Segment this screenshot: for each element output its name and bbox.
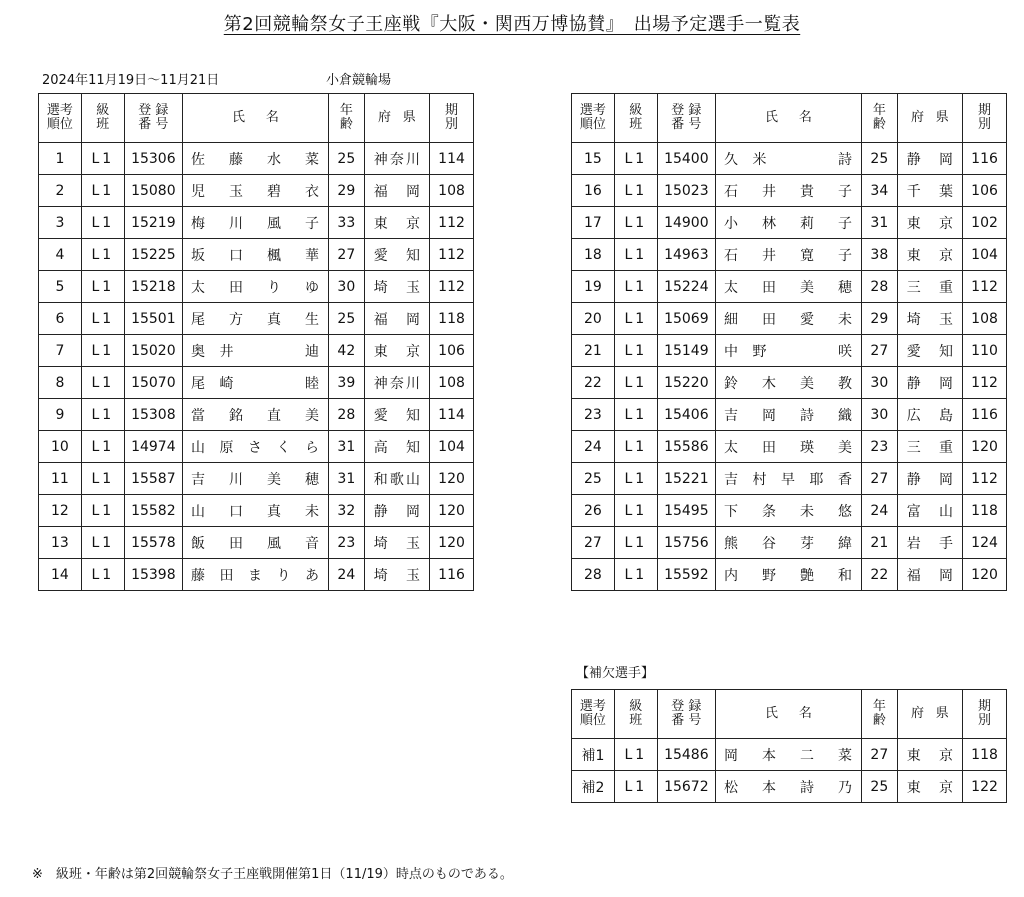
cell-pref: 静岡 xyxy=(897,463,962,495)
table-row xyxy=(572,495,1007,527)
substitutes-label: 【補欠選手】 xyxy=(576,666,655,681)
cell-age: 21 xyxy=(861,527,897,559)
cell-name: 坂口楓華 xyxy=(182,239,328,271)
cell-rank: 1 xyxy=(39,143,82,175)
cell-rank: 補1 xyxy=(572,739,615,771)
event-dates: 2024年11月19日～11月21日 xyxy=(42,73,220,88)
cell-class: L1 xyxy=(614,271,657,303)
cell-term: 116 xyxy=(430,559,474,591)
cell-term: 122 xyxy=(963,771,1007,803)
cell-pref: 愛知 xyxy=(364,239,429,271)
cell-class: L1 xyxy=(614,399,657,431)
cell-rank: 19 xyxy=(572,271,615,303)
table-row xyxy=(572,175,1007,207)
cell-name: 石井貴子 xyxy=(715,175,861,207)
cell-term: 108 xyxy=(430,175,474,207)
header-reg: 登 録 番 号 xyxy=(657,690,715,739)
cell-term: 120 xyxy=(430,527,474,559)
cell-term: 120 xyxy=(963,431,1007,463)
cell-rank: 22 xyxy=(572,367,615,399)
cell-pref: 埼玉 xyxy=(897,303,962,335)
cell-class: L1 xyxy=(614,527,657,559)
cell-name: 内野艶和 xyxy=(715,559,861,591)
cell-pref: 福岡 xyxy=(364,303,429,335)
cell-reg: 15592 xyxy=(657,559,715,591)
cell-age: 27 xyxy=(861,463,897,495)
cell-pref: 三重 xyxy=(897,431,962,463)
cell-class: L1 xyxy=(614,175,657,207)
table-row xyxy=(39,303,474,335)
cell-reg: 15220 xyxy=(657,367,715,399)
cell-age: 32 xyxy=(328,495,364,527)
cell-term: 120 xyxy=(430,463,474,495)
cell-rank: 15 xyxy=(572,143,615,175)
header-reg: 登 録 番 号 xyxy=(124,94,182,143)
cell-term: 108 xyxy=(963,303,1007,335)
table-row xyxy=(39,143,474,175)
cell-reg: 15756 xyxy=(657,527,715,559)
header-row xyxy=(572,690,1007,739)
header-pref: 府県 xyxy=(897,690,962,739)
table-row xyxy=(572,207,1007,239)
cell-term: 102 xyxy=(963,207,1007,239)
cell-name: 山口真未 xyxy=(182,495,328,527)
cell-reg: 15495 xyxy=(657,495,715,527)
cell-pref: 東京 xyxy=(897,207,962,239)
table-row xyxy=(572,399,1007,431)
cell-age: 29 xyxy=(861,303,897,335)
table-row xyxy=(572,143,1007,175)
cell-reg: 15400 xyxy=(657,143,715,175)
table-row xyxy=(572,739,1007,771)
cell-age: 27 xyxy=(861,335,897,367)
cell-rank: 5 xyxy=(39,271,82,303)
cell-class: L1 xyxy=(614,495,657,527)
cell-pref: 岩手 xyxy=(897,527,962,559)
cell-reg: 15486 xyxy=(657,739,715,771)
cell-term: 118 xyxy=(963,739,1007,771)
cell-class: L1 xyxy=(614,367,657,399)
cell-age: 28 xyxy=(328,399,364,431)
cell-age: 31 xyxy=(861,207,897,239)
cell-class: L1 xyxy=(81,175,124,207)
cell-age: 23 xyxy=(328,527,364,559)
cell-rank: 9 xyxy=(39,399,82,431)
cell-name: 奥井 迪 xyxy=(182,335,328,367)
cell-age: 30 xyxy=(861,399,897,431)
cell-class: L1 xyxy=(81,303,124,335)
cell-class: L1 xyxy=(81,207,124,239)
cell-pref: 東京 xyxy=(897,239,962,271)
cell-term: 120 xyxy=(430,495,474,527)
header-name: 氏名 xyxy=(715,94,861,143)
cell-name: 小林莉子 xyxy=(715,207,861,239)
cell-name: 児玉碧衣 xyxy=(182,175,328,207)
header-row xyxy=(39,94,474,143)
cell-age: 25 xyxy=(861,771,897,803)
cell-term: 116 xyxy=(963,143,1007,175)
cell-name: 佐藤水菜 xyxy=(182,143,328,175)
cell-term: 118 xyxy=(430,303,474,335)
title-text: 第2回競輪祭女子王座戦『大阪・関西万博協賛』 出場予定選手一覧表 xyxy=(223,14,801,35)
header-rank: 選考 順位 xyxy=(572,690,615,739)
cell-name: 太田瑛美 xyxy=(715,431,861,463)
table-row xyxy=(572,239,1007,271)
cell-class: L1 xyxy=(614,335,657,367)
cell-class: L1 xyxy=(81,463,124,495)
cell-name: 岡本二菜 xyxy=(715,739,861,771)
cell-class: L1 xyxy=(81,559,124,591)
cell-pref: 福岡 xyxy=(364,175,429,207)
table-row xyxy=(39,335,474,367)
event-venue: 小倉競輪場 xyxy=(326,73,392,88)
cell-reg: 15587 xyxy=(124,463,182,495)
cell-class: L1 xyxy=(81,143,124,175)
cell-pref: 愛知 xyxy=(364,399,429,431)
cell-pref: 埼玉 xyxy=(364,559,429,591)
cell-name: 藤田まりあ xyxy=(182,559,328,591)
cell-rank: 補2 xyxy=(572,771,615,803)
cell-name: 尾方真生 xyxy=(182,303,328,335)
cell-term: 116 xyxy=(963,399,1007,431)
table-row xyxy=(572,771,1007,803)
page-title xyxy=(0,10,1024,36)
header-rank: 選考 順位 xyxy=(39,94,82,143)
cell-term: 112 xyxy=(430,207,474,239)
header-age: 年 齢 xyxy=(861,690,897,739)
cell-reg: 15070 xyxy=(124,367,182,399)
cell-age: 38 xyxy=(861,239,897,271)
table-row xyxy=(39,367,474,399)
cell-age: 22 xyxy=(861,559,897,591)
table-row xyxy=(39,527,474,559)
cell-reg: 15672 xyxy=(657,771,715,803)
cell-reg: 15406 xyxy=(657,399,715,431)
cell-class: L1 xyxy=(614,143,657,175)
cell-pref: 埼玉 xyxy=(364,527,429,559)
cell-name: 松本詩乃 xyxy=(715,771,861,803)
cell-age: 31 xyxy=(328,463,364,495)
cell-age: 25 xyxy=(328,303,364,335)
cell-reg: 14900 xyxy=(657,207,715,239)
table-row xyxy=(572,271,1007,303)
cell-reg: 15224 xyxy=(657,271,715,303)
cell-rank: 2 xyxy=(39,175,82,207)
cell-term: 112 xyxy=(963,271,1007,303)
cell-name: 熊谷芽緯 xyxy=(715,527,861,559)
cell-pref: 富山 xyxy=(897,495,962,527)
cell-name: 吉岡詩織 xyxy=(715,399,861,431)
header-term: 期 別 xyxy=(963,690,1007,739)
cell-name: 太田美穂 xyxy=(715,271,861,303)
cell-rank: 4 xyxy=(39,239,82,271)
cell-rank: 11 xyxy=(39,463,82,495)
cell-rank: 27 xyxy=(572,527,615,559)
cell-age: 30 xyxy=(328,271,364,303)
cell-rank: 6 xyxy=(39,303,82,335)
cell-class: L1 xyxy=(81,271,124,303)
cell-rank: 7 xyxy=(39,335,82,367)
cell-pref: 東京 xyxy=(897,771,962,803)
header-rank: 選考 順位 xyxy=(572,94,615,143)
cell-reg: 15023 xyxy=(657,175,715,207)
cell-term: 120 xyxy=(963,559,1007,591)
cell-reg: 15398 xyxy=(124,559,182,591)
header-name: 氏名 xyxy=(715,690,861,739)
cell-class: L1 xyxy=(614,207,657,239)
cell-reg: 15020 xyxy=(124,335,182,367)
cell-pref: 静岡 xyxy=(897,367,962,399)
cell-pref: 埼玉 xyxy=(364,271,429,303)
cell-reg: 14963 xyxy=(657,239,715,271)
cell-age: 28 xyxy=(861,271,897,303)
cell-class: L1 xyxy=(81,367,124,399)
footnote: ※ 級班・年齢は第2回競輪祭女子王座戦開催第1日（11/19）時点のものである。 xyxy=(32,867,513,882)
cell-class: L1 xyxy=(81,527,124,559)
header-age: 年 齢 xyxy=(861,94,897,143)
cell-term: 112 xyxy=(963,367,1007,399)
cell-rank: 24 xyxy=(572,431,615,463)
cell-age: 24 xyxy=(328,559,364,591)
table-row xyxy=(572,303,1007,335)
cell-reg: 15308 xyxy=(124,399,182,431)
cell-age: 33 xyxy=(328,207,364,239)
cell-class: L1 xyxy=(81,495,124,527)
roster-table-right xyxy=(571,93,1007,591)
cell-pref: 高知 xyxy=(364,431,429,463)
cell-name: 細田愛未 xyxy=(715,303,861,335)
cell-age: 30 xyxy=(861,367,897,399)
cell-name: 梅川風子 xyxy=(182,207,328,239)
cell-pref: 福岡 xyxy=(897,559,962,591)
cell-name: 久米 詩 xyxy=(715,143,861,175)
table-row xyxy=(39,559,474,591)
table-row xyxy=(572,335,1007,367)
cell-class: L1 xyxy=(81,335,124,367)
table-row xyxy=(39,271,474,303)
cell-name: 下条未悠 xyxy=(715,495,861,527)
cell-class: L1 xyxy=(614,303,657,335)
cell-name: 太田りゆ xyxy=(182,271,328,303)
cell-age: 27 xyxy=(328,239,364,271)
table-row xyxy=(572,527,1007,559)
table-row xyxy=(39,463,474,495)
cell-term: 112 xyxy=(430,271,474,303)
cell-pref: 広島 xyxy=(897,399,962,431)
cell-reg: 15306 xyxy=(124,143,182,175)
cell-reg: 15149 xyxy=(657,335,715,367)
cell-reg: 15586 xyxy=(657,431,715,463)
cell-name: 飯田風音 xyxy=(182,527,328,559)
cell-pref: 愛知 xyxy=(897,335,962,367)
cell-term: 124 xyxy=(963,527,1007,559)
cell-reg: 15069 xyxy=(657,303,715,335)
cell-age: 25 xyxy=(328,143,364,175)
cell-rank: 28 xyxy=(572,559,615,591)
cell-reg: 15501 xyxy=(124,303,182,335)
cell-rank: 20 xyxy=(572,303,615,335)
roster-table-left xyxy=(38,93,474,591)
cell-reg: 15225 xyxy=(124,239,182,271)
cell-reg: 15578 xyxy=(124,527,182,559)
header-term: 期 別 xyxy=(963,94,1007,143)
cell-rank: 26 xyxy=(572,495,615,527)
cell-pref: 東京 xyxy=(364,335,429,367)
cell-name: 石井寛子 xyxy=(715,239,861,271)
header-pref: 府県 xyxy=(364,94,429,143)
cell-term: 110 xyxy=(963,335,1007,367)
cell-term: 112 xyxy=(430,239,474,271)
cell-rank: 3 xyxy=(39,207,82,239)
header-pref: 府県 xyxy=(897,94,962,143)
cell-pref: 東京 xyxy=(364,207,429,239)
cell-term: 118 xyxy=(963,495,1007,527)
cell-class: L1 xyxy=(614,463,657,495)
cell-term: 104 xyxy=(963,239,1007,271)
cell-age: 39 xyxy=(328,367,364,399)
header-row xyxy=(572,94,1007,143)
cell-rank: 23 xyxy=(572,399,615,431)
table-row xyxy=(572,367,1007,399)
cell-age: 27 xyxy=(861,739,897,771)
cell-reg: 15080 xyxy=(124,175,182,207)
cell-rank: 21 xyxy=(572,335,615,367)
cell-pref: 東京 xyxy=(897,739,962,771)
cell-rank: 25 xyxy=(572,463,615,495)
cell-class: L1 xyxy=(81,399,124,431)
header-class: 級 班 xyxy=(614,690,657,739)
cell-term: 106 xyxy=(963,175,1007,207)
cell-name: 尾崎 睦 xyxy=(182,367,328,399)
header-class: 級 班 xyxy=(81,94,124,143)
cell-age: 34 xyxy=(861,175,897,207)
cell-age: 29 xyxy=(328,175,364,207)
cell-reg: 15219 xyxy=(124,207,182,239)
cell-reg: 15221 xyxy=(657,463,715,495)
cell-class: L1 xyxy=(81,431,124,463)
table-row xyxy=(39,399,474,431)
header-reg: 登 録 番 号 xyxy=(657,94,715,143)
cell-class: L1 xyxy=(614,239,657,271)
table-row xyxy=(39,495,474,527)
cell-term: 108 xyxy=(430,367,474,399)
cell-pref: 静岡 xyxy=(897,143,962,175)
cell-name: 吉川美穂 xyxy=(182,463,328,495)
cell-pref: 三重 xyxy=(897,271,962,303)
cell-rank: 8 xyxy=(39,367,82,399)
header-term: 期 別 xyxy=(430,94,474,143)
table-row xyxy=(39,175,474,207)
table-row xyxy=(572,559,1007,591)
cell-term: 114 xyxy=(430,399,474,431)
cell-rank: 14 xyxy=(39,559,82,591)
cell-pref: 静岡 xyxy=(364,495,429,527)
cell-age: 31 xyxy=(328,431,364,463)
cell-reg: 15582 xyxy=(124,495,182,527)
table-row xyxy=(572,463,1007,495)
table-row xyxy=(39,239,474,271)
cell-class: L1 xyxy=(614,771,657,803)
cell-name: 當銘直美 xyxy=(182,399,328,431)
cell-term: 106 xyxy=(430,335,474,367)
table-row xyxy=(39,207,474,239)
cell-term: 104 xyxy=(430,431,474,463)
table-row xyxy=(572,431,1007,463)
cell-class: L1 xyxy=(81,239,124,271)
cell-rank: 18 xyxy=(572,239,615,271)
cell-age: 42 xyxy=(328,335,364,367)
cell-rank: 12 xyxy=(39,495,82,527)
cell-rank: 16 xyxy=(572,175,615,207)
cell-name: 中野 咲 xyxy=(715,335,861,367)
header-name: 氏名 xyxy=(182,94,328,143)
cell-reg: 14974 xyxy=(124,431,182,463)
header-class: 級 班 xyxy=(614,94,657,143)
cell-class: L1 xyxy=(614,431,657,463)
cell-rank: 10 xyxy=(39,431,82,463)
cell-pref: 神奈川 xyxy=(364,143,429,175)
substitutes-table xyxy=(571,689,1007,803)
cell-class: L1 xyxy=(614,559,657,591)
cell-name: 鈴木美教 xyxy=(715,367,861,399)
cell-age: 25 xyxy=(861,143,897,175)
cell-rank: 13 xyxy=(39,527,82,559)
cell-name: 吉村早耶香 xyxy=(715,463,861,495)
cell-term: 112 xyxy=(963,463,1007,495)
cell-reg: 15218 xyxy=(124,271,182,303)
cell-pref: 千葉 xyxy=(897,175,962,207)
table-row xyxy=(39,431,474,463)
cell-class: L1 xyxy=(614,739,657,771)
cell-name: 山原さくら xyxy=(182,431,328,463)
header-age: 年 齢 xyxy=(328,94,364,143)
cell-rank: 17 xyxy=(572,207,615,239)
cell-age: 23 xyxy=(861,431,897,463)
cell-term: 114 xyxy=(430,143,474,175)
cell-pref: 和歌山 xyxy=(364,463,429,495)
cell-pref: 神奈川 xyxy=(364,367,429,399)
cell-age: 24 xyxy=(861,495,897,527)
